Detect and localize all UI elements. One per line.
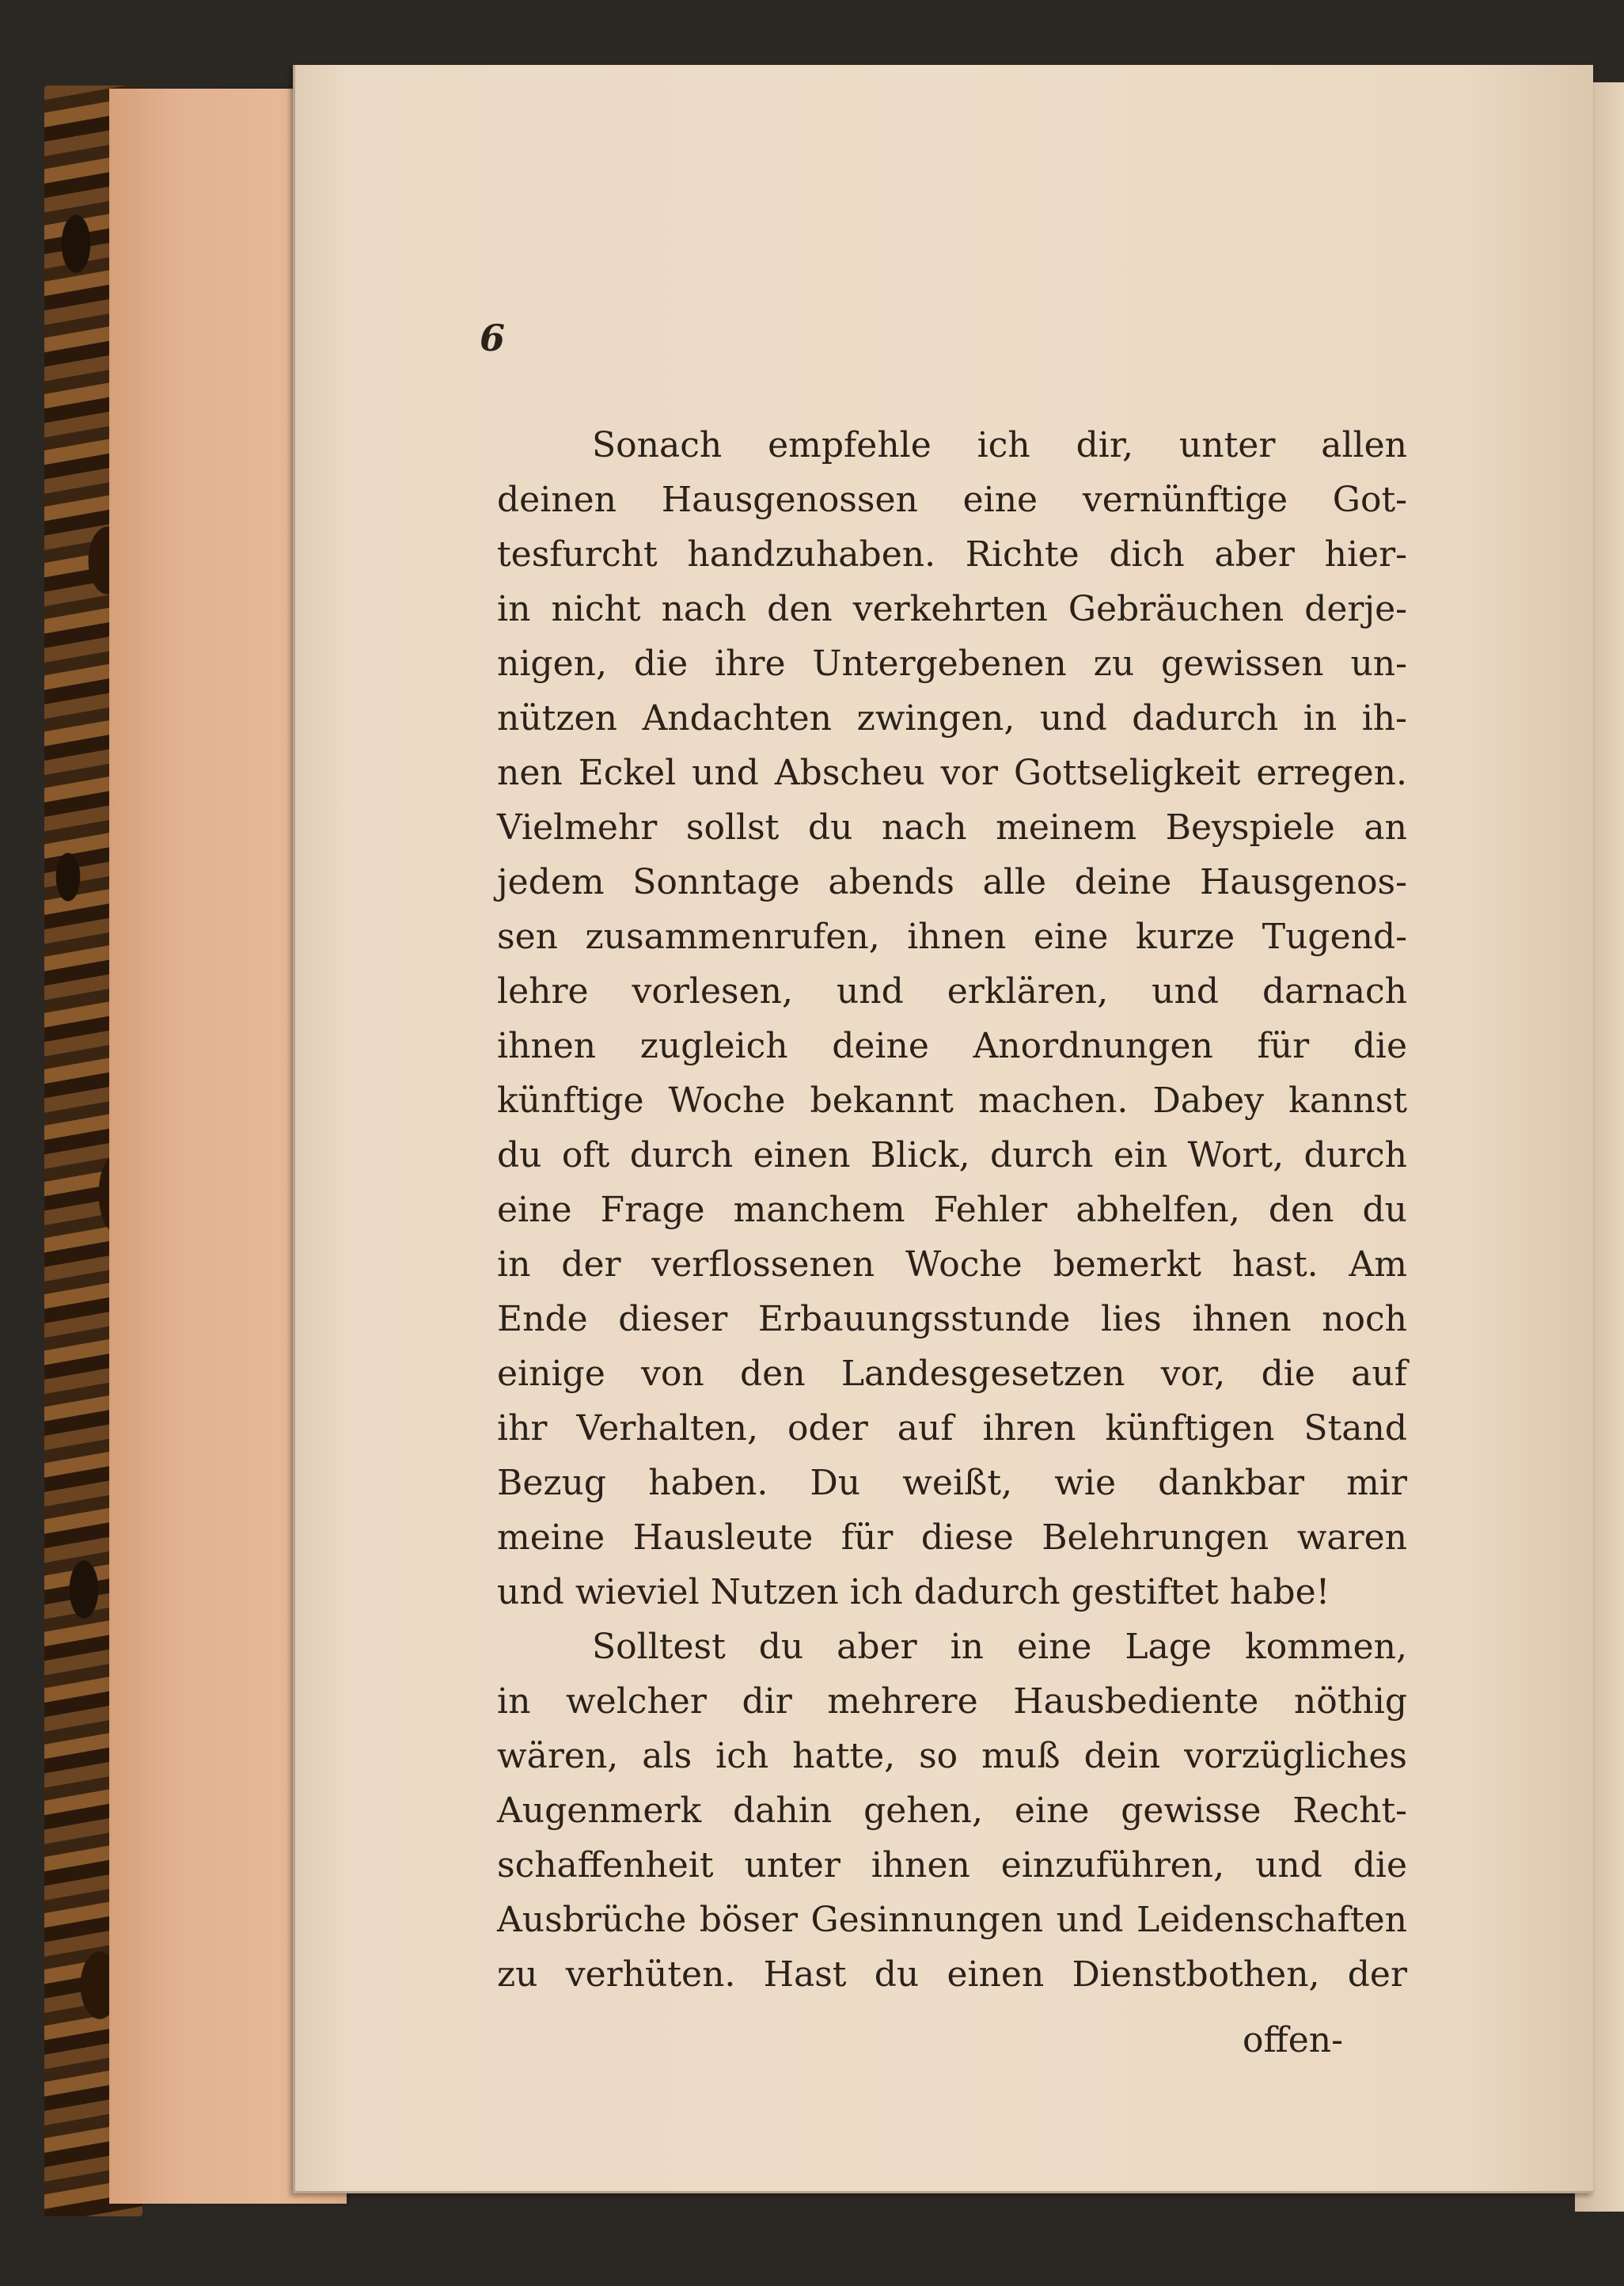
text-line: zu verhüten. Hast du einen Dienstbothen, der [497, 1954, 1407, 1995]
text-line: jedem Sonntage abends alle deine Hausgenos- [497, 862, 1407, 902]
text-line: ihnen zugleich deine Anordnungen für die [497, 1026, 1407, 1066]
text-line: nützen Andachten zwingen, und dadurch in ih- [497, 698, 1407, 739]
text-line: tesfurcht handzuhaben. Richte dich aber hier- [497, 534, 1407, 575]
text-line: und wieviel Nutzen ich dadurch gestiftet habe! [497, 1572, 1330, 1612]
text-line: Bezug haben. Du weißt, wie dankbar mir [497, 1463, 1407, 1503]
text-line: Sonach empfehle ich dir, unter allen [592, 425, 1407, 465]
text-line: du oft durch einen Blick, durch ein Wort, durch [497, 1135, 1407, 1175]
text-line: Augenmerk dahin gehen, eine gewisse Recht- [497, 1790, 1407, 1831]
text-line: nigen, die ihre Untergebenen zu gewissen un- [497, 644, 1407, 684]
text-line: künftige Woche bekannt machen. Dabey kannst [497, 1080, 1407, 1121]
text-line: nen Eckel und Abscheu vor Gottseligkeit erregen. [497, 753, 1407, 793]
text-line: wären, als ich hatte, so muß dein vorzügliches [497, 1736, 1407, 1776]
text-line: Vielmehr sollst du nach meinem Beyspiele an [497, 807, 1407, 848]
text-line: lehre vorlesen, und erklären, und darnach [497, 971, 1407, 1012]
text-line: in der verflossenen Woche bemerkt hast. Am [497, 1244, 1407, 1285]
text-line: deinen Hausgenossen eine vernünftige Got- [497, 480, 1407, 520]
text-line: Solltest du aber in eine Lage kommen, [592, 1627, 1407, 1667]
text-line: schaffenheit unter ihnen einzuführen, und die [497, 1845, 1407, 1885]
text-line: sen zusammenrufen, ihnen eine kurze Tugend- [497, 917, 1407, 957]
text-line: eine Frage manchem Fehler abhelfen, den du [497, 1190, 1407, 1230]
page-number: 6 [480, 317, 506, 359]
text-line: Ausbrüche böser Gesinnungen und Leidenschaften [497, 1900, 1407, 1940]
text-line: Ende dieser Erbauungsstunde lies ihnen noch [497, 1299, 1407, 1339]
text-line: in nicht nach den verkehrten Gebräuchen derje- [497, 589, 1407, 629]
page-text [497, 418, 1407, 2002]
text-line: meine Hausleute für diese Belehrungen waren [497, 1517, 1407, 1558]
text-line: ihr Verhalten, oder auf ihren künftigen Stand [497, 1408, 1407, 1449]
catchword: offen- [1243, 2020, 1343, 2060]
text-line: einige von den Landesgesetzen vor, die auf [497, 1354, 1407, 1394]
text-line: in welcher dir mehrere Hausbediente nöthig [497, 1681, 1407, 1722]
